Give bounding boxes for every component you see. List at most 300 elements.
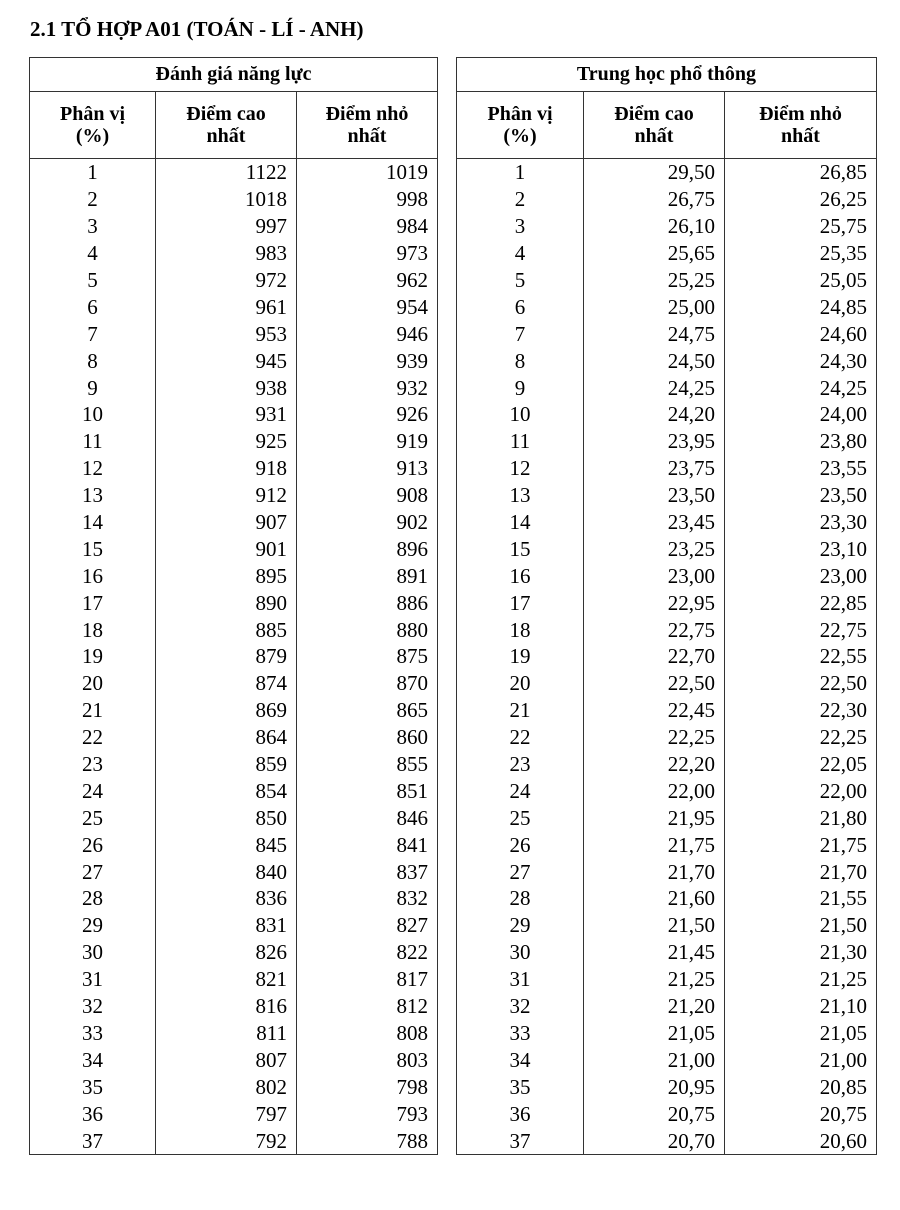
cell-percentile: 31 [457,966,584,993]
cell-percentile: 13 [30,482,156,509]
table-row [30,724,438,751]
cell-percentile: 22 [30,724,156,751]
cell-max-score: 26,10 [584,213,725,240]
cell-max-score: 1122 [156,159,297,186]
table-row [457,293,877,320]
table-row [30,428,438,455]
cell-percentile: 24 [457,777,584,804]
cell-percentile: 34 [457,1046,584,1073]
table-row [457,186,877,213]
table-row [30,885,438,912]
cell-max-score: 24,25 [584,374,725,401]
table-row [30,293,438,320]
cell-percentile: 21 [457,697,584,724]
cell-max-score: 21,70 [584,858,725,885]
cell-max-score: 21,50 [584,912,725,939]
table-trung-hoc-pho-thong [456,57,877,1155]
cell-min-score: 954 [297,293,438,320]
cell-min-score: 24,25 [725,374,877,401]
cell-max-score: 21,75 [584,831,725,858]
cell-max-score: 25,25 [584,267,725,294]
cell-min-score: 998 [297,186,438,213]
cell-min-score: 25,75 [725,213,877,240]
table-row [457,831,877,858]
table-row [457,804,877,831]
cell-percentile: 31 [30,966,156,993]
cell-min-score: 896 [297,535,438,562]
cell-min-score: 24,60 [725,320,877,347]
cell-max-score: 918 [156,455,297,482]
cell-percentile: 20 [457,670,584,697]
cell-min-score: 21,30 [725,939,877,966]
cell-min-score: 21,80 [725,804,877,831]
table-row [30,1073,438,1100]
cell-min-score: 946 [297,320,438,347]
table-row [30,347,438,374]
cell-min-score: 808 [297,1020,438,1047]
table-row [30,509,438,536]
table-group-title: Trung học phổ thông [457,58,877,92]
cell-percentile: 9 [457,374,584,401]
cell-min-score: 827 [297,912,438,939]
table-row [457,589,877,616]
cell-percentile: 9 [30,374,156,401]
column-header-percentile: Phân vị (%) [30,92,156,159]
table-row [30,670,438,697]
table-row [457,401,877,428]
table-row [457,643,877,670]
cell-min-score: 25,05 [725,267,877,294]
cell-min-score: 23,30 [725,509,877,536]
cell-min-score: 798 [297,1073,438,1100]
cell-min-score: 23,00 [725,562,877,589]
column-header-max-score: Điểm cao nhất [584,92,725,159]
cell-max-score: 1018 [156,186,297,213]
cell-percentile: 15 [30,535,156,562]
cell-min-score: 865 [297,697,438,724]
cell-min-score: 812 [297,993,438,1020]
cell-min-score: 832 [297,885,438,912]
cell-min-score: 919 [297,428,438,455]
cell-max-score: 22,45 [584,697,725,724]
cell-percentile: 10 [457,401,584,428]
cell-max-score: 23,00 [584,562,725,589]
cell-percentile: 35 [457,1073,584,1100]
cell-percentile: 3 [30,213,156,240]
cell-percentile: 6 [457,293,584,320]
cell-percentile: 19 [457,643,584,670]
cell-percentile: 26 [30,831,156,858]
cell-percentile: 35 [30,1073,156,1100]
cell-min-score: 860 [297,724,438,751]
cell-max-score: 21,95 [584,804,725,831]
cell-percentile: 24 [30,777,156,804]
cell-min-score: 22,05 [725,751,877,778]
cell-percentile: 27 [30,858,156,885]
cell-min-score: 20,60 [725,1127,877,1154]
cell-percentile: 34 [30,1046,156,1073]
cell-percentile: 12 [30,455,156,482]
cell-percentile: 36 [457,1100,584,1127]
cell-percentile: 36 [30,1100,156,1127]
cell-min-score: 21,00 [725,1046,877,1073]
cell-percentile: 21 [30,697,156,724]
table-row [457,858,877,885]
cell-percentile: 23 [30,751,156,778]
cell-min-score: 25,35 [725,240,877,267]
cell-min-score: 788 [297,1127,438,1154]
cell-percentile: 33 [457,1020,584,1047]
cell-percentile: 1 [30,159,156,186]
table-row [30,804,438,831]
table-row [457,213,877,240]
table-row [457,993,877,1020]
cell-max-score: 21,45 [584,939,725,966]
cell-max-score: 22,70 [584,643,725,670]
cell-percentile: 4 [30,240,156,267]
cell-min-score: 962 [297,267,438,294]
cell-max-score: 912 [156,482,297,509]
table-row [457,885,877,912]
cell-max-score: 21,05 [584,1020,725,1047]
cell-max-score: 859 [156,751,297,778]
cell-percentile: 22 [457,724,584,751]
table-row [457,535,877,562]
cell-percentile: 27 [457,858,584,885]
table-row [457,724,877,751]
section-title: 2.1 TỔ HỢP A01 (TOÁN - LÍ - ANH) [30,17,364,41]
table-row [30,966,438,993]
cell-min-score: 26,25 [725,186,877,213]
table-body [30,159,438,1155]
cell-min-score: 984 [297,213,438,240]
table-row [457,670,877,697]
cell-max-score: 945 [156,347,297,374]
cell-min-score: 913 [297,455,438,482]
cell-max-score: 20,75 [584,1100,725,1127]
table-group-title: Đánh giá năng lực [30,58,438,92]
table-row [30,616,438,643]
cell-max-score: 811 [156,1020,297,1047]
table-row [30,1020,438,1047]
cell-percentile: 2 [30,186,156,213]
cell-min-score: 21,50 [725,912,877,939]
cell-min-score: 22,00 [725,777,877,804]
table-row [30,777,438,804]
cell-max-score: 931 [156,401,297,428]
cell-min-score: 886 [297,589,438,616]
cell-min-score: 21,05 [725,1020,877,1047]
cell-percentile: 1 [457,159,584,186]
cell-min-score: 20,75 [725,1100,877,1127]
cell-percentile: 17 [30,589,156,616]
table-row [457,455,877,482]
cell-max-score: 21,20 [584,993,725,1020]
cell-min-score: 817 [297,966,438,993]
table-row [30,213,438,240]
cell-percentile: 19 [30,643,156,670]
cell-percentile: 32 [457,993,584,1020]
cell-max-score: 816 [156,993,297,1020]
cell-min-score: 822 [297,939,438,966]
cell-max-score: 792 [156,1127,297,1154]
table-row [30,186,438,213]
cell-min-score: 880 [297,616,438,643]
cell-max-score: 21,25 [584,966,725,993]
cell-percentile: 8 [457,347,584,374]
table-row [457,374,877,401]
cell-max-score: 24,75 [584,320,725,347]
table-row [457,1100,877,1127]
cell-min-score: 22,50 [725,670,877,697]
table-row [30,562,438,589]
table-row [30,320,438,347]
cell-min-score: 21,10 [725,993,877,1020]
cell-max-score: 26,75 [584,186,725,213]
cell-percentile: 33 [30,1020,156,1047]
column-header-max-score: Điểm cao nhất [156,92,297,159]
cell-max-score: 854 [156,777,297,804]
cell-max-score: 25,00 [584,293,725,320]
cell-min-score: 870 [297,670,438,697]
cell-max-score: 836 [156,885,297,912]
table-row [457,562,877,589]
cell-min-score: 23,50 [725,482,877,509]
cell-percentile: 11 [30,428,156,455]
cell-max-score: 907 [156,509,297,536]
cell-max-score: 807 [156,1046,297,1073]
cell-max-score: 879 [156,643,297,670]
cell-max-score: 938 [156,374,297,401]
cell-percentile: 20 [30,670,156,697]
table-row [457,347,877,374]
cell-max-score: 20,70 [584,1127,725,1154]
cell-percentile: 12 [457,455,584,482]
cell-percentile: 16 [457,562,584,589]
table-body [457,159,877,1155]
table-row [30,1100,438,1127]
table-row [457,1020,877,1047]
cell-max-score: 997 [156,213,297,240]
cell-min-score: 846 [297,804,438,831]
cell-max-score: 21,60 [584,885,725,912]
cell-percentile: 25 [457,804,584,831]
column-header-min-score: Điểm nhỏ nhất [725,92,877,159]
table-row [30,240,438,267]
cell-max-score: 826 [156,939,297,966]
cell-max-score: 895 [156,562,297,589]
cell-max-score: 29,50 [584,159,725,186]
column-header-min-score: Điểm nhỏ nhất [297,92,438,159]
table-row [457,912,877,939]
cell-percentile: 5 [457,267,584,294]
cell-max-score: 25,65 [584,240,725,267]
cell-min-score: 23,80 [725,428,877,455]
cell-max-score: 983 [156,240,297,267]
cell-percentile: 25 [30,804,156,831]
cell-max-score: 22,00 [584,777,725,804]
cell-percentile: 37 [457,1127,584,1154]
cell-percentile: 28 [30,885,156,912]
table-row [30,858,438,885]
table-row [457,1127,877,1154]
table-row [30,482,438,509]
cell-max-score: 831 [156,912,297,939]
cell-min-score: 22,30 [725,697,877,724]
table-row [457,1073,877,1100]
cell-percentile: 5 [30,267,156,294]
cell-percentile: 30 [30,939,156,966]
cell-percentile: 28 [457,885,584,912]
table-row [457,616,877,643]
cell-min-score: 793 [297,1100,438,1127]
table-row [457,777,877,804]
cell-percentile: 14 [30,509,156,536]
table-row [30,1127,438,1154]
cell-percentile: 3 [457,213,584,240]
table-row [30,267,438,294]
cell-percentile: 16 [30,562,156,589]
cell-percentile: 14 [457,509,584,536]
cell-max-score: 21,00 [584,1046,725,1073]
cell-max-score: 885 [156,616,297,643]
cell-min-score: 24,30 [725,347,877,374]
cell-max-score: 22,25 [584,724,725,751]
cell-max-score: 24,20 [584,401,725,428]
table-row [30,535,438,562]
cell-percentile: 29 [457,912,584,939]
cell-min-score: 875 [297,643,438,670]
cell-percentile: 2 [457,186,584,213]
cell-min-score: 902 [297,509,438,536]
cell-max-score: 22,50 [584,670,725,697]
table-row [30,939,438,966]
cell-min-score: 1019 [297,159,438,186]
table-row [457,320,877,347]
table-row [457,428,877,455]
table-row [457,267,877,294]
cell-min-score: 21,70 [725,858,877,885]
cell-max-score: 972 [156,267,297,294]
cell-max-score: 890 [156,589,297,616]
cell-max-score: 20,95 [584,1073,725,1100]
table-row [30,589,438,616]
cell-min-score: 932 [297,374,438,401]
table-row [457,482,877,509]
table-row [30,455,438,482]
cell-min-score: 22,75 [725,616,877,643]
table-row [457,159,877,186]
cell-min-score: 851 [297,777,438,804]
cell-min-score: 23,55 [725,455,877,482]
table-row [30,993,438,1020]
cell-min-score: 926 [297,401,438,428]
cell-max-score: 797 [156,1100,297,1127]
cell-min-score: 22,25 [725,724,877,751]
table-row [457,697,877,724]
cell-percentile: 15 [457,535,584,562]
cell-min-score: 21,75 [725,831,877,858]
cell-percentile: 29 [30,912,156,939]
cell-percentile: 23 [457,751,584,778]
cell-percentile: 32 [30,993,156,1020]
cell-percentile: 37 [30,1127,156,1154]
cell-min-score: 22,55 [725,643,877,670]
cell-min-score: 20,85 [725,1073,877,1100]
cell-percentile: 8 [30,347,156,374]
cell-max-score: 802 [156,1073,297,1100]
cell-max-score: 23,45 [584,509,725,536]
cell-min-score: 855 [297,751,438,778]
cell-max-score: 821 [156,966,297,993]
cell-max-score: 23,75 [584,455,725,482]
table-row [457,1046,877,1073]
table-row [30,643,438,670]
cell-percentile: 18 [30,616,156,643]
cell-percentile: 7 [30,320,156,347]
table-row [30,159,438,186]
cell-percentile: 7 [457,320,584,347]
cell-max-score: 22,75 [584,616,725,643]
cell-min-score: 803 [297,1046,438,1073]
cell-min-score: 908 [297,482,438,509]
cell-percentile: 4 [457,240,584,267]
cell-percentile: 18 [457,616,584,643]
cell-max-score: 22,20 [584,751,725,778]
cell-percentile: 10 [30,401,156,428]
cell-min-score: 21,55 [725,885,877,912]
cell-max-score: 953 [156,320,297,347]
cell-max-score: 961 [156,293,297,320]
cell-min-score: 23,10 [725,535,877,562]
table-row [30,751,438,778]
cell-min-score: 973 [297,240,438,267]
table-row [30,831,438,858]
cell-max-score: 864 [156,724,297,751]
cell-percentile: 30 [457,939,584,966]
column-header-percentile: Phân vị (%) [457,92,584,159]
cell-min-score: 837 [297,858,438,885]
cell-percentile: 13 [457,482,584,509]
table-row [457,240,877,267]
table-row [30,374,438,401]
cell-min-score: 26,85 [725,159,877,186]
cell-max-score: 22,95 [584,589,725,616]
cell-min-score: 21,25 [725,966,877,993]
cell-percentile: 17 [457,589,584,616]
table-row [30,697,438,724]
cell-max-score: 840 [156,858,297,885]
cell-max-score: 845 [156,831,297,858]
cell-max-score: 925 [156,428,297,455]
cell-min-score: 24,85 [725,293,877,320]
cell-min-score: 24,00 [725,401,877,428]
cell-max-score: 24,50 [584,347,725,374]
cell-percentile: 26 [457,831,584,858]
table-danh-gia-nang-luc [29,57,438,1155]
table-row [457,751,877,778]
cell-min-score: 891 [297,562,438,589]
cell-max-score: 874 [156,670,297,697]
cell-min-score: 841 [297,831,438,858]
table-row [457,939,877,966]
cell-min-score: 939 [297,347,438,374]
cell-max-score: 23,25 [584,535,725,562]
table-row [30,912,438,939]
table-row [30,1046,438,1073]
cell-max-score: 901 [156,535,297,562]
cell-percentile: 6 [30,293,156,320]
